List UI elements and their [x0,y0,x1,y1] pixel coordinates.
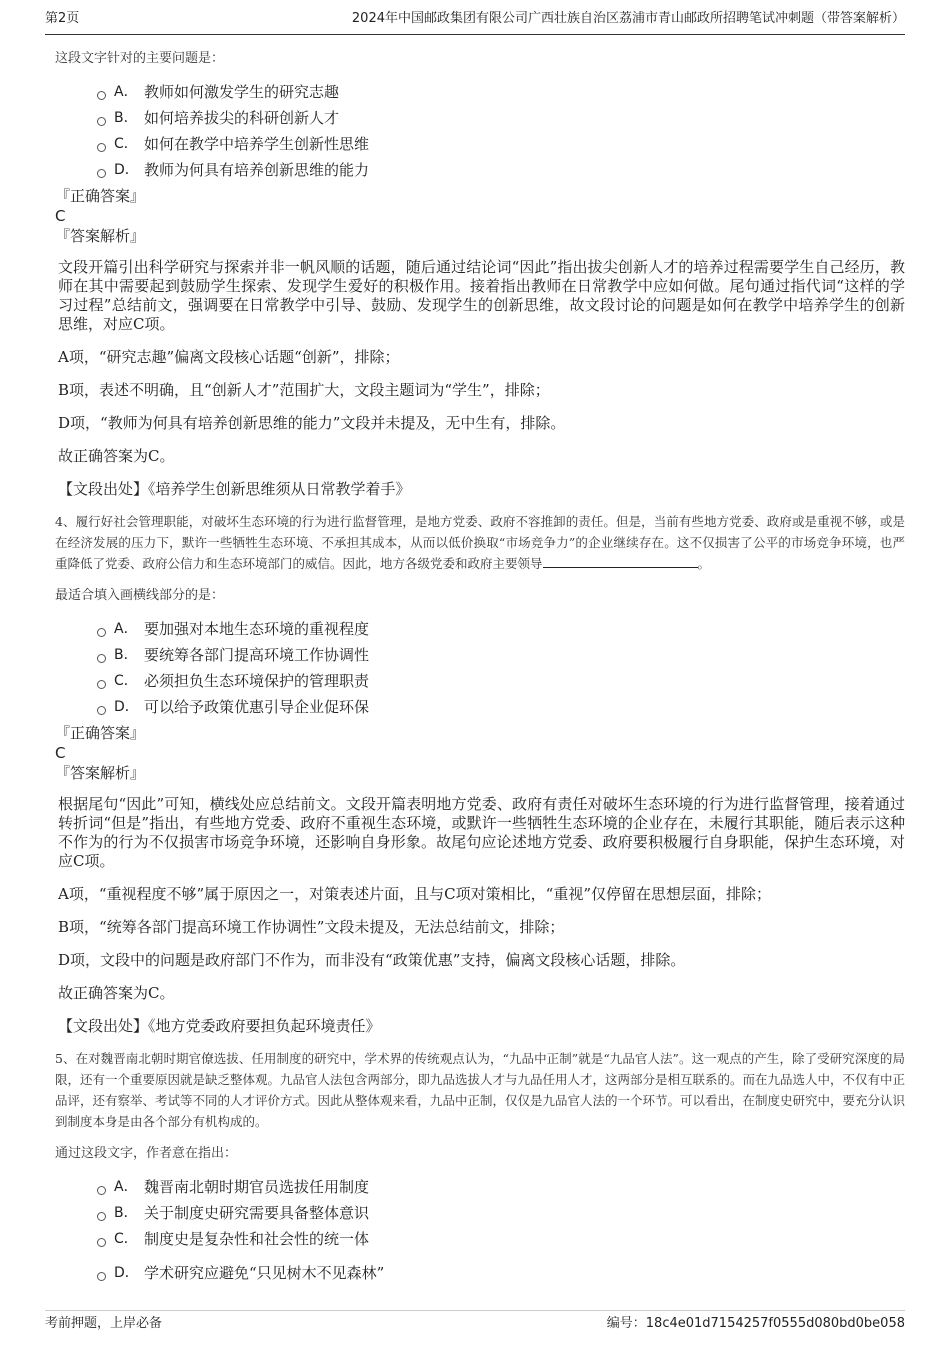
radio-icon[interactable] [97,1186,106,1195]
radio-icon[interactable] [97,143,106,152]
option-text: 要加强对本地生态环境的重视程度 [144,619,370,638]
q3-answer: C [55,207,66,225]
page-header [45,8,905,35]
option-text: 可以给予政策优惠引导企业促环保 [144,697,370,716]
q3-note-d: D项，“教师为何具有培养创新思维的能力”文段并未提及，无中生有，排除。 [58,414,566,432]
q3-note-a: A项，“研究志趣”偏离文段核心话题“创新”，排除； [58,348,400,366]
q5-options [97,1173,905,1285]
option-text: 要统筹各部门提高环境工作协调性 [144,645,370,664]
q5-option-d[interactable] [97,1259,905,1285]
radio-icon[interactable] [97,91,106,100]
q4-note-b: B项，“统筹各部门提高环境工作协调性”文段未提及，无法总结前文，排除； [58,918,565,936]
q3-note-b: B项，表述不明确，且“创新人才”范围扩大，文段主题词为“学生”，排除； [58,381,550,399]
q3-option-b[interactable] [97,104,905,130]
q5-question: 5、在对魏晋南北朝时期官僚选拔、任用制度的研究中，学术界的传统观点认为，“九品中正制”就是“九品官人法”。这一观点的产生，除了受研究深度的局限，还有一个重要原因就是缺乏整体观。九品官人法包含两部分，即九品选拔人才与九品任用人才，这两部分是相互联系的。而在九品选人中，不仅有中正品评，还有察举、考试等不同的人才评价方式。因此从整体观来看，九品中正制，仅仅是九品官人法的一个环节。可以看出，在制度史研究中，要充分认识到制度本身是由各个部分有机构成的。 [55,1051,906,1129]
option-letter: B． [114,647,138,663]
option-letter: B． [114,1205,138,1221]
option-letter: D． [114,162,139,178]
radio-icon[interactable] [97,628,106,637]
q4-options [97,615,905,719]
option-text: 魏晋南北朝时期官员选拔任用制度 [144,1177,370,1196]
radio-icon[interactable] [97,1212,106,1221]
q5-prompt: 通过这段文字，作者意在指出： [55,1146,238,1161]
q4-conclusion: 故正确答案为C。 [58,984,175,1002]
q4-question [55,511,905,574]
q4-source: 【文段出处】《地方党委政府要担负起环境责任》 [58,1017,381,1035]
option-text: 教师为何具有培养创新思维的能力 [144,160,370,179]
q4-prompt: 最适合填入画横线部分的是： [55,588,225,603]
q4-option-a[interactable] [97,615,905,641]
radio-icon[interactable] [97,117,106,126]
code-label: 编号： [606,1316,646,1331]
option-letter: D． [114,1265,139,1281]
page-number: 第2页 [45,11,80,26]
radio-icon[interactable] [97,706,106,715]
radio-icon[interactable] [97,680,106,689]
document-title: 2024年中国邮政集团有限公司广西壮族自治区荔浦市青山邮政所招聘笔试冲刺题（带答案解析） [351,11,905,26]
code-value: 18c4e01d7154257f0555d080bd0be058 [645,1316,905,1331]
option-text: 教师如何激发学生的研究志趣 [144,82,340,101]
q3-analysis: 文段开篇引出科学研究与探索并非一帆风顺的话题，随后通过结论词“因此”指出拔尖创新人才的培养过程需要学生自己经历，教师在其中需要起到鼓励学生探索、发现学生爱好的积极作用。接着指出教师在日常教学中应如何做。尾句通过指代词“这样的学习过程”总结前文，强调要在日常教学中引导、鼓励、发现学生的创新思维，故文段讨论的问题是如何在教学中培养学生的创新思维，对应C项。 [58,258,905,333]
option-letter: B． [114,110,138,126]
q3-answer-label: 『正确答案』 [55,187,146,205]
radio-icon[interactable] [97,169,106,178]
page-footer [45,1310,905,1341]
radio-icon[interactable] [97,654,106,663]
option-letter: A． [114,621,138,637]
option-letter: D． [114,699,139,715]
q5-option-c[interactable] [97,1225,905,1251]
q3-prompt: 这段文字针对的主要问题是： [55,51,225,66]
q4-answer: C [55,744,66,762]
radio-icon[interactable] [97,1272,106,1281]
option-text: 关于制度史研究需要具备整体意识 [144,1203,370,1222]
q4-option-d[interactable] [97,693,905,719]
q3-analysis-label: 『答案解析』 [55,227,146,245]
option-text: 学术研究应避免“只见树木不见森林” [144,1263,385,1282]
q3-option-a[interactable] [97,78,905,104]
option-letter: C． [114,136,138,152]
q4-note-a: A项，“重视程度不够”属于原因之一，对策表述片面，且与C项对策相比，“重视”仅停留在思想层面，排除； [58,885,771,903]
q4-option-c[interactable] [97,667,905,693]
q4-note-d: D项，文段中的问题是政府部门不作为，而非没有“政策优惠”支持，偏离文段核心话题，排除。 [58,951,686,969]
radio-icon[interactable] [97,1238,106,1247]
q4-question-text: 4、履行好社会管理职能，对破坏生态环境的行为进行监督管理，是地方党委、政府不容推卸的责任。但是，当前有些地方党委、政府或是重视不够，或是在经济发展的压力下，默许一些牺牲生态环境、不承担其成本，从而以低价换取“市场竞争力”的企业继续存在。这不仅损害了公平的市场竞争环境，也严重降低了党委、政府公信力和生态环境部门的威信。因此，地方各级党委和政府主要领导 [55,514,905,571]
q5-option-b[interactable] [97,1199,905,1225]
fill-blank [543,555,698,568]
q3-option-d[interactable] [97,156,905,182]
document-code [607,1313,905,1335]
q3-conclusion: 故正确答案为C。 [58,447,175,465]
option-letter: A． [114,1179,138,1195]
option-text: 必须担负生态环境保护的管理职责 [144,671,370,690]
footer-slogan: 考前押题，上岸必备 [45,1316,163,1331]
q4-analysis: 根据尾句“因此”可知，横线处应总结前文。文段开篇表明地方党委、政府有责任对破坏生态环境的行为进行监督管理，接着通过转折词“但是”指出，有些地方党委、政府不重视生态环境，或默许一些牺牲生态环境的企业存在，未履行其职能，随后表示这种不作为的行为不仅损害市场竞争环境，还影响自身形象。故尾句应论述地方党委、政府要积极履行自身职能，保护生态环境，对应C项。 [58,795,905,870]
q3-option-c[interactable] [97,130,905,156]
q4-option-b[interactable] [97,641,905,667]
option-text: 制度史是复杂性和社会性的统一体 [144,1229,370,1248]
q4-answer-label: 『正确答案』 [55,724,146,742]
option-letter: C． [114,673,138,689]
q3-source: 【文段出处】《培养学生创新思维须从日常教学着手》 [58,480,411,498]
q3-options [97,78,905,182]
option-letter: A． [114,84,138,100]
option-letter: C． [114,1231,138,1247]
q5-option-a[interactable] [97,1173,905,1199]
document-body [55,42,905,1289]
option-text: 如何在教学中培养学生创新性思维 [144,134,370,153]
q4-question-end: 。 [697,556,711,571]
q4-analysis-label: 『答案解析』 [55,764,146,782]
option-text: 如何培养拔尖的科研创新人才 [144,108,340,127]
